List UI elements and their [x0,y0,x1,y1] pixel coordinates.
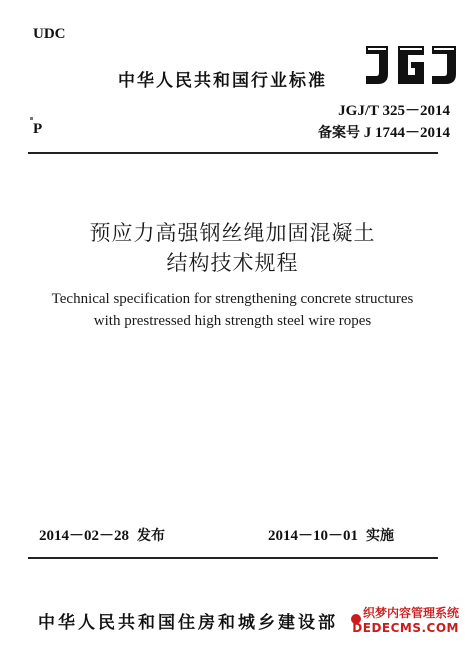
publisher-name: 中华人民共和国住房和城乡建设部 [38,613,338,633]
issue-date: 2014－02－28 [39,528,130,544]
tiny-mark [30,117,33,120]
issue-date-line [39,524,165,545]
standard-number: JGJ/T 325－2014 [338,103,450,119]
chinese-title-line-2: 结构技术规程 [166,251,299,275]
jgj-logo-graphic [362,44,460,86]
bottom-divider [28,557,438,559]
udc-label: UDC [33,26,66,42]
watermark-line-1: 织梦内容管理系统 [362,606,459,620]
jgj-logo [362,44,460,86]
chinese-title [0,218,465,278]
filing-label: 备案号 [317,125,360,141]
top-divider [28,152,438,154]
watermark-line-2: DEDECMS.COM [352,621,459,635]
watermark [343,606,459,636]
implementation-date-line [268,524,394,545]
english-title-line-1: Technical specification for strengthening concrete structures [51,291,414,307]
english-title [0,288,465,332]
chinese-title-line-1: 预应力高强钢丝绳加固混凝土 [89,221,376,245]
issue-label: 发布 [137,528,166,544]
english-title-line-2: with prestressed high strength steel wire ropes [93,313,372,329]
implementation-date: 2014－10－01 [268,528,359,544]
category-code: P [33,121,43,137]
filing-number: J 1744－2014 [363,125,450,141]
industry-standard-heading: 中华人民共和国行业标准 [118,71,327,91]
filing-number-line [318,121,450,142]
implementation-label: 实施 [366,528,395,544]
